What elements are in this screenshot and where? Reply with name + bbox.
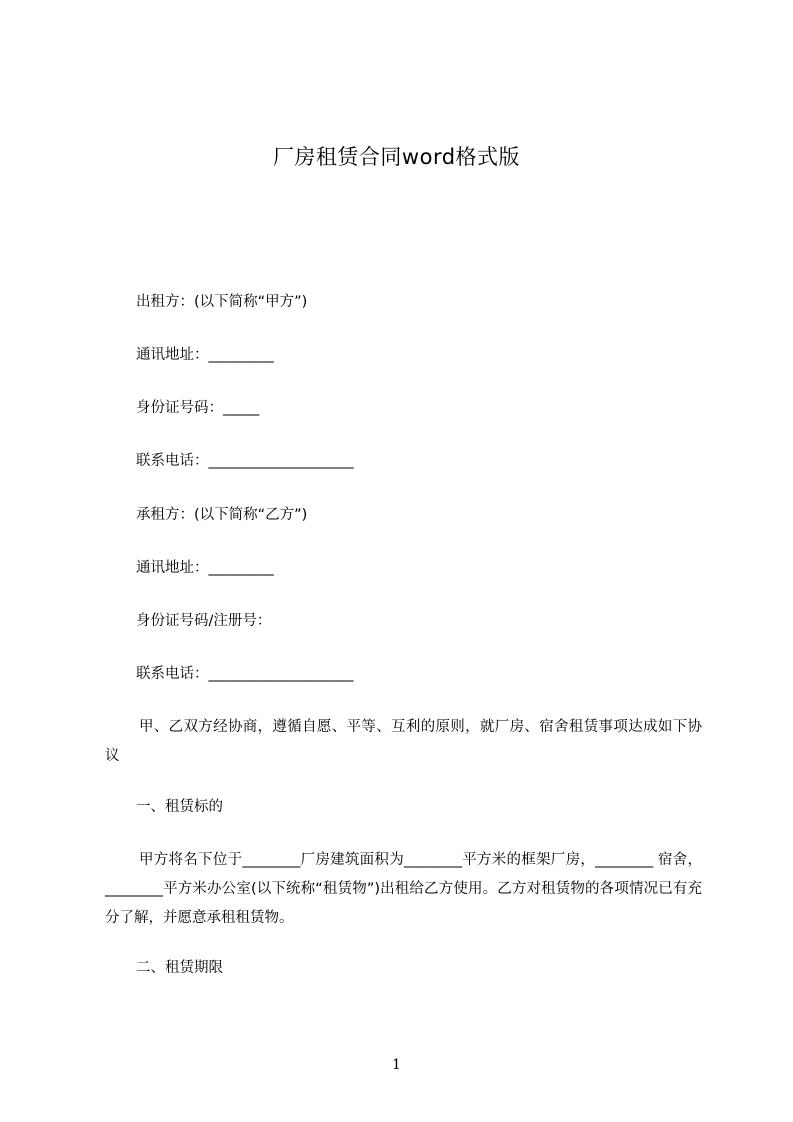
document-title: 厂房租赁合同word格式版 xyxy=(272,145,521,169)
section-1-heading: 一、租赁标的 xyxy=(136,799,223,815)
page-number: 1 xyxy=(392,1057,401,1073)
section-1-body: 甲方将名下位于________厂房建筑面积为________平方米的框架厂房，________ 宿舍，________平方米办公室(以下统称“租赁物”)出租给乙方使用。乙方对租赁物的各项情况已有充分了解，并愿意承租租赁物。 xyxy=(105,852,702,926)
lessee-phone-line: 联系电话：____________________ xyxy=(136,666,354,682)
lessee-id-line: 身份证号码/注册号： xyxy=(136,613,272,629)
lessee-heading: 承租方：(以下简称“乙方”) xyxy=(136,507,308,523)
lessee-address-line: 通讯地址：_________ xyxy=(136,560,274,576)
intro-paragraph: 甲、乙双方经协商，遵循自愿、平等、互利的原则，就厂房、宿舍租赁事项达成如下协议 xyxy=(105,719,702,764)
lessor-address-line: 通讯地址：_________ xyxy=(136,347,274,363)
lessor-phone-line: 联系电话：____________________ xyxy=(136,453,354,469)
lessor-id-line: 身份证号码：_____ xyxy=(136,400,260,416)
lessor-heading: 出租方：(以下简称“甲方”) xyxy=(136,294,308,310)
section-2-heading: 二、租赁期限 xyxy=(136,960,223,976)
